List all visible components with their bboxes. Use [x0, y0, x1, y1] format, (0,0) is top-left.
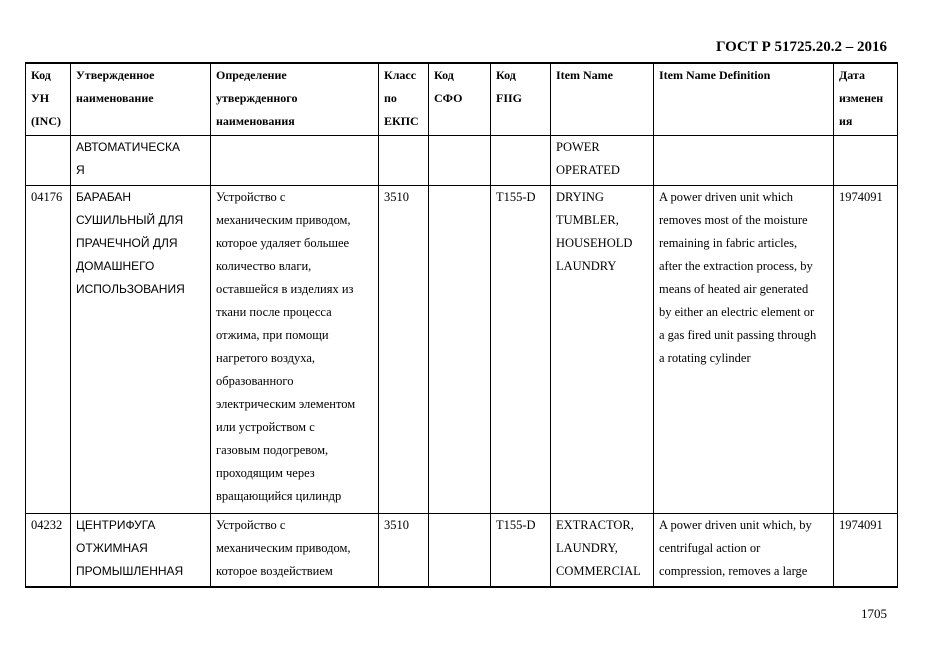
header-line: УН	[31, 91, 50, 105]
cell-fiig: T155-D	[491, 513, 551, 587]
cell-en-definition	[654, 513, 834, 587]
cell-ru-name	[71, 135, 211, 185]
cell-en-definition	[654, 185, 834, 513]
header-code-fiig	[491, 63, 551, 135]
cell-line: ИСПОЛЬЗОВАНИЯ	[76, 281, 185, 296]
cell-ru-definition	[211, 185, 379, 513]
header-line: Item Name	[556, 68, 613, 82]
table-row	[26, 513, 898, 587]
header-line: FIIG	[496, 91, 523, 105]
cell-date: 1974091	[834, 185, 898, 513]
cell-line: оставшейся в изделиях из	[216, 281, 354, 296]
header-change-date	[834, 63, 898, 135]
cell-line: LAUNDRY	[556, 258, 617, 273]
header-class-ekps	[379, 63, 429, 135]
cell-line: нагретого воздуха,	[216, 350, 316, 365]
cell-line: АВТОМАТИЧЕСКА	[76, 139, 181, 154]
cell-line: remaining in fabric articles,	[659, 235, 798, 250]
header-line: Код	[31, 68, 51, 82]
cell-line: compression, removes a large	[659, 563, 808, 578]
cell-line: COMMERCIAL	[556, 563, 641, 578]
cell-date	[834, 135, 898, 185]
header-line: Класс	[384, 68, 417, 82]
header-line: (INC)	[31, 114, 61, 128]
cell-line: DRYING	[556, 189, 604, 204]
cell-ru-name	[71, 513, 211, 587]
cell-line: проходящим через	[216, 465, 315, 480]
cell-class: 3510	[379, 185, 429, 513]
cell-line: TUMBLER,	[556, 212, 619, 227]
catalog-table	[25, 62, 898, 588]
cell-en-name	[551, 513, 654, 587]
cell-code: 04176	[26, 185, 71, 513]
cell-line: ЦЕНТРИФУГА	[76, 517, 156, 532]
cell-line: ПРАЧЕЧНОЙ ДЛЯ	[76, 235, 178, 250]
cell-line: means of heated air generated	[659, 281, 809, 296]
cell-line: Я	[76, 162, 85, 177]
cell-line: вращающийся цилиндр	[216, 488, 342, 503]
cell-line: A power driven unit which, by	[659, 517, 812, 532]
cell-line: количество влаги,	[216, 258, 312, 273]
cell-line: которое удаляет большее	[216, 235, 350, 250]
cell-fiig: T155-D	[491, 185, 551, 513]
cell-line: A power driven unit which	[659, 189, 794, 204]
cell-en-definition	[654, 135, 834, 185]
table-body	[26, 135, 898, 587]
cell-line: EXTRACTOR,	[556, 517, 634, 532]
cell-code: 04232	[26, 513, 71, 587]
cell-sfo	[429, 513, 491, 587]
header-item-name	[551, 63, 654, 135]
cell-line: образованного	[216, 373, 294, 388]
header-line: утвержденного	[216, 91, 298, 105]
cell-en-name	[551, 135, 654, 185]
cell-line: HOUSEHOLD	[556, 235, 633, 250]
cell-class: 3510	[379, 513, 429, 587]
cell-en-name	[551, 185, 654, 513]
cell-line: механическим приводом,	[216, 540, 351, 555]
header-line: Item Name Definition	[659, 68, 771, 82]
header-line: ЕКПС	[384, 114, 419, 128]
header-name-definition	[211, 63, 379, 135]
cell-sfo	[429, 135, 491, 185]
cell-line: POWER	[556, 139, 600, 154]
cell-line: ткани после процесса	[216, 304, 332, 319]
cell-line: removes most of the moisture	[659, 212, 808, 227]
cell-line: centrifugal action or	[659, 540, 761, 555]
header-code-sfo	[429, 63, 491, 135]
cell-line: БАРАБАН	[76, 189, 132, 204]
cell-line: или устройством с	[216, 419, 315, 434]
cell-line: отжима, при помощи	[216, 327, 329, 342]
page-number: 1705	[861, 606, 887, 621]
cell-sfo	[429, 185, 491, 513]
cell-line: Устройство с	[216, 189, 286, 204]
header-line: Утвержденное	[76, 68, 155, 82]
header-line: наименование	[76, 91, 154, 105]
cell-line: газовым подогревом,	[216, 442, 329, 457]
cell-class	[379, 135, 429, 185]
header-line: Код	[434, 68, 454, 82]
cell-line: ПРОМЫШЛЕННАЯ	[76, 563, 184, 578]
cell-line: электрическим элементом	[216, 396, 356, 411]
cell-line: ОТЖИМНАЯ	[76, 540, 148, 555]
cell-date: 1974091	[834, 513, 898, 587]
header-approved-name	[71, 63, 211, 135]
cell-line: СУШИЛЬНЫЙ ДЛЯ	[76, 212, 184, 227]
header-line: Код	[496, 68, 516, 82]
cell-line: after the extraction process, by	[659, 258, 813, 273]
cell-line: OPERATED	[556, 162, 620, 177]
cell-fiig	[491, 135, 551, 185]
cell-line: Устройство с	[216, 517, 286, 532]
cell-code	[26, 135, 71, 185]
header-line: СФО	[434, 91, 463, 105]
cell-line: которое воздействием	[216, 563, 333, 578]
cell-ru-name	[71, 185, 211, 513]
cell-line: ДОМАШНЕГО	[76, 258, 155, 273]
header-item-name-definition	[654, 63, 834, 135]
table-row	[26, 185, 898, 513]
table-row	[26, 135, 898, 185]
header-line: по	[384, 91, 397, 105]
cell-line: a rotating cylinder	[659, 350, 751, 365]
header-line: Дата	[839, 68, 865, 82]
header-line: Определение	[216, 68, 287, 82]
cell-line: механическим приводом,	[216, 212, 351, 227]
document-header-title: ГОСТ Р 51725.20.2 – 2016	[715, 39, 887, 55]
header-line: ия	[839, 114, 853, 128]
cell-ru-definition	[211, 135, 379, 185]
table-header-row	[26, 63, 898, 135]
cell-line: by either an electric element or	[659, 304, 815, 319]
header-code-inc	[26, 63, 71, 135]
cell-line: a gas fired unit passing through	[659, 327, 817, 342]
header-line: изменен	[839, 91, 884, 105]
cell-ru-definition	[211, 513, 379, 587]
header-line: наименования	[216, 114, 295, 128]
cell-line: LAUNDRY,	[556, 540, 618, 555]
